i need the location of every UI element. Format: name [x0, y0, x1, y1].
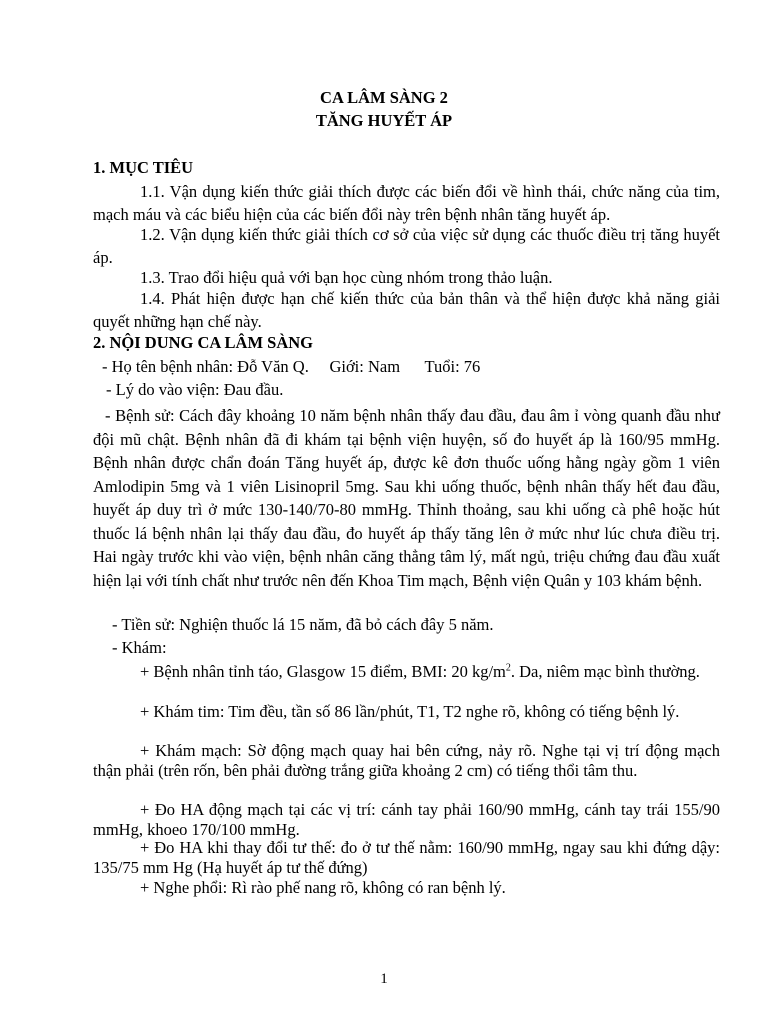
section2-heading: 2. NỘI DUNG CA LÂM SÀNG — [93, 333, 314, 352]
past-history: - Tiền sử: Nghiện thuốc lá 15 năm, đã bỏ cách đây 5 năm. — [112, 615, 494, 634]
page-number: 1 — [380, 971, 388, 987]
objective-1-2: 1.2. Vận dụng kiến thức giải thích cơ sở của việc sử dụng các thuốc điều trị tăng huyết áp. — [93, 225, 720, 267]
case-title: CA LÂM SÀNG 2 — [320, 88, 448, 107]
exam-general-text: + Bệnh nhân tỉnh táo, Glasgow 15 điểm, BMI: 20 kg/m — [140, 662, 506, 681]
exam-bp-posture: + Đo HA khi thay đổi tư thế: đo ở tư thế nằm: 160/90 mmHg, ngay sau khi đứng dậy: 135/75 mm Hg (Hạ huyết áp tư thế đứng) — [93, 838, 720, 877]
exam-general-superscript: 2 — [505, 662, 511, 674]
exam-general-text-end: . Da, niêm mạc bình thường. — [510, 662, 700, 681]
exam-general — [93, 662, 720, 682]
medical-history: - Bệnh sử: Cách đây khoảng 10 năm bệnh nhân thấy đau đầu, đau âm ỉ vòng quanh đầu như đội mũ chật. Bệnh nhân đã đi khám tại bệnh viện huyện, số đo huyết áp là 160/95 mmHg. Bệnh nhân được chẩn đoán Tăng huyết áp, được kê đơn thuốc uống hằng ngày gồm 1 viên Amlodipin 5mg và 1 viên Lisinopril 5mg. Sau khi uống thuốc, bệnh nhân thấy hết đau đầu, huyết áp duy trì ở mức 130-140/70-80 mmHg. Thỉnh thoảng, sau khi uống cà phê hoặc hút thuốc lá bệnh nhân lại thấy đau đầu, đo huyết áp thấy tăng lên ở mức như lúc chưa điều trị. Hai ngày trước khi vào viện, bệnh nhân căng thẳng tâm lý, mất ngủ, triệu chứng đau đầu xuất hiện lại với tính chất như trước nên đến Khoa Tim mạch, Bệnh viện Quân y 103 khám bệnh. — [93, 406, 720, 590]
objective-1-4: 1.4. Phát hiện được hạn chế kiến thức của bản thân và thể hiện được khả năng giải quyết những hạn chế này. — [93, 289, 720, 331]
case-subtitle: TĂNG HUYẾT ÁP — [315, 111, 453, 130]
patient-info: - Họ tên bệnh nhân: Đỗ Văn Q. Giới: Nam Tuổi: 76 — [102, 357, 481, 376]
exam-heart: + Khám tim: Tim đều, tần số 86 lần/phút, T1, T2 nghe rõ, không có tiếng bệnh lý. — [140, 702, 680, 721]
objective-1-1: 1.1. Vận dụng kiến thức giải thích được các biến đổi về hình thái, chức năng của tim, mạch máu và các biểu hiện của các biến đổi này trên bệnh nhân tăng huyết áp. — [93, 182, 720, 224]
exam-label: - Khám: — [112, 638, 167, 657]
exam-bp-sites: + Đo HA động mạch tại các vị trí: cánh tay phải 160/90 mmHg, cánh tay trái 155/90 mmHg, khoeo 170/100 mmHg. — [93, 800, 720, 839]
exam-lungs: + Nghe phổi: Rì rào phế nang rõ, không có ran bệnh lý. — [140, 878, 506, 897]
admission-reason: - Lý do vào viện: Đau đầu. — [106, 380, 284, 399]
section1-heading: 1. MỤC TIÊU — [93, 158, 194, 177]
exam-vessels: + Khám mạch: Sờ động mạch quay hai bên cứng, nảy rõ. Nghe tại vị trí động mạch thận phải (trên rốn, bên phải đường trắng giữa khoảng 2 cm) có tiếng thổi tâm thu. — [93, 741, 720, 780]
objective-1-3: 1.3. Trao đổi hiệu quả với bạn học cùng nhóm trong thảo luận. — [140, 268, 553, 287]
